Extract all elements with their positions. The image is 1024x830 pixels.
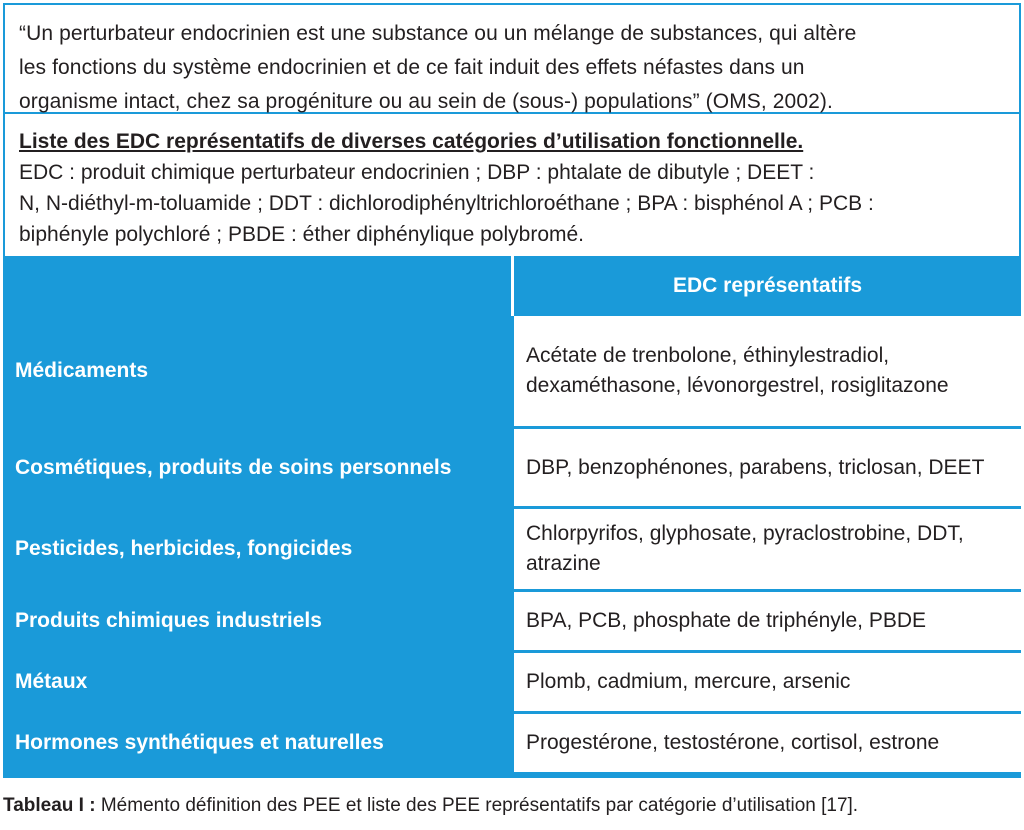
table-row	[3, 714, 1021, 772]
column-header: EDC représentatifs	[672, 274, 863, 297]
table-row	[3, 653, 1021, 711]
list-title: Liste des EDC représentatifs de diverses catégories d’utilisation fonctionnelle.	[19, 130, 804, 153]
row-category: Métaux	[15, 670, 88, 693]
row-value: Plomb, cadmium, mercure, arsenic	[514, 653, 1021, 711]
row-category: Hormones synthétiques et naturelles	[15, 731, 384, 754]
definition-box	[3, 3, 1021, 114]
table-row	[3, 509, 1021, 589]
row-value: Acétate de trenbolone, éthinylestradiol, dexaméthasone, lévonorgestrel, rosiglitazone	[514, 316, 1021, 426]
list-line: biphényle polychloré ; PBDE : éther diphénylique polybromé.	[19, 223, 585, 246]
row-category: Cosmétiques, produits de soins personnels	[15, 455, 452, 479]
row-value: Chlorpyrifos, glyphosate, pyraclostrobine, DDT, atrazine	[514, 509, 1021, 589]
caption-label: Tableau I :	[3, 795, 96, 816]
list-line: N, N-diéthyl-m-toluamide ; DDT : dichlorodiphényltrichloroéthane ; BPA : bisphénol A ; PCB :	[19, 192, 874, 215]
row-category: Médicaments	[15, 359, 149, 382]
table-caption	[3, 795, 858, 817]
row-category: Produits chimiques industriels	[15, 609, 322, 632]
row-value: DBP, benzophénones, parabens, triclosan, DEET	[514, 429, 1021, 506]
caption-text: Mémento définition des PEE et liste des PEE représentatifs par catégorie d’utilisation [17].	[95, 795, 859, 816]
definition-line: “Un perturbateur endocrinien est une substance ou un mélange de substances, qui altère	[19, 22, 857, 45]
row-category: Pesticides, herbicides, fongicides	[15, 537, 353, 560]
table-row	[3, 316, 1021, 426]
table-row	[3, 429, 1021, 506]
list-line: EDC : produit chimique perturbateur endocrinien ; DBP : phtalate de dibutyle ; DEET :	[19, 161, 815, 184]
abbreviation-list-box	[3, 114, 1021, 256]
edc-table	[3, 256, 1021, 778]
table-row	[3, 592, 1021, 650]
definition-line: les fonctions du système endocrinien et de ce fait induit des effets néfastes dans un	[19, 56, 805, 79]
definition-line: organisme intact, chez sa progéniture ou au sein de (sous-) populations” (OMS, 2002).	[19, 90, 833, 113]
row-value: BPA, PCB, phosphate de triphényle, PBDE	[514, 592, 1021, 650]
row-value: Progestérone, testostérone, cortisol, estrone	[514, 714, 1021, 772]
